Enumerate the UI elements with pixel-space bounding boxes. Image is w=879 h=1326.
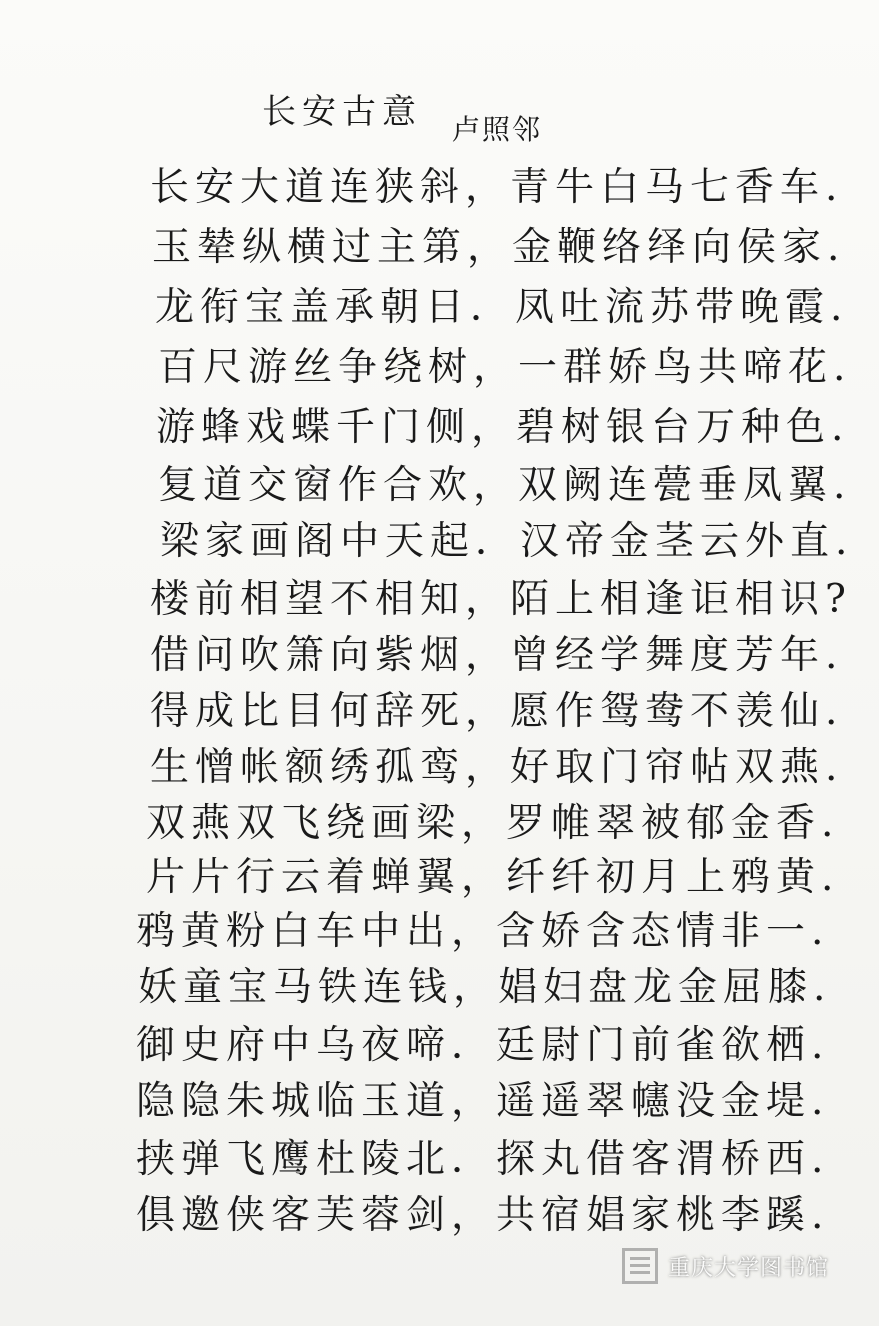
poem-line: 片片行云着蝉翼，纤纤初月上鸦黄.: [146, 855, 840, 900]
library-logo-icon: [622, 1248, 658, 1284]
poem-line: 楼前相望不相知，陌上相逢讵相识?: [150, 577, 852, 622]
poem-line: 双燕双飞绕画梁，罗帷翠被郁金香.: [146, 801, 840, 846]
library-watermark: [622, 1248, 829, 1284]
poem-line: 挟弹飞鹰杜陵北．探丸借客渭桥西.: [136, 1137, 830, 1182]
poem-line: 俱邀侠客芙蓉剑，共宿娼家桃李蹊.: [136, 1193, 830, 1238]
poem-line: 生憎帐额绣孤鸾，好取门帘帖双燕.: [150, 745, 844, 790]
poem-line: 百尺游丝争绕树，一群娇鸟共啼花.: [158, 345, 852, 390]
poem-line: 借问吹箫向紫烟，曾经学舞度芳年.: [150, 633, 844, 678]
poem-line: 龙衔宝盖承朝日．凤吐流苏带晚霞.: [155, 285, 849, 330]
watermark-text: 重庆大学图书馆: [668, 1255, 830, 1281]
poem-author: 卢照邻: [452, 113, 543, 146]
poem-line: 梁家画阁中天起．汉帝金茎云外直.: [160, 519, 854, 564]
poem-title: 长安古意: [262, 92, 422, 132]
poem-line: 玉辇纵横过主第，金鞭络绎向侯家.: [152, 225, 846, 270]
poem-line: 御史府中乌夜啼．廷尉门前雀欲栖.: [136, 1023, 830, 1068]
poem-line: 游蜂戏蝶千门侧，碧树银台万种色.: [156, 405, 850, 450]
poem-line: 复道交窗作合欢，双阙连甍垂凤翼.: [158, 463, 852, 508]
poem-line: 鸦黄粉白车中出，含娇含态情非一.: [136, 909, 830, 954]
poem-line: 得成比目何辞死，愿作鸳鸯不羡仙.: [150, 689, 844, 734]
poem-line: 妖童宝马铁连钱，娼妇盘龙金屈膝.: [138, 965, 832, 1010]
poem-line: 长安大道连狭斜，青牛白马七香车.: [150, 165, 844, 210]
poem-line: 隐隐朱城临玉道，遥遥翠幰没金堤.: [136, 1079, 830, 1124]
